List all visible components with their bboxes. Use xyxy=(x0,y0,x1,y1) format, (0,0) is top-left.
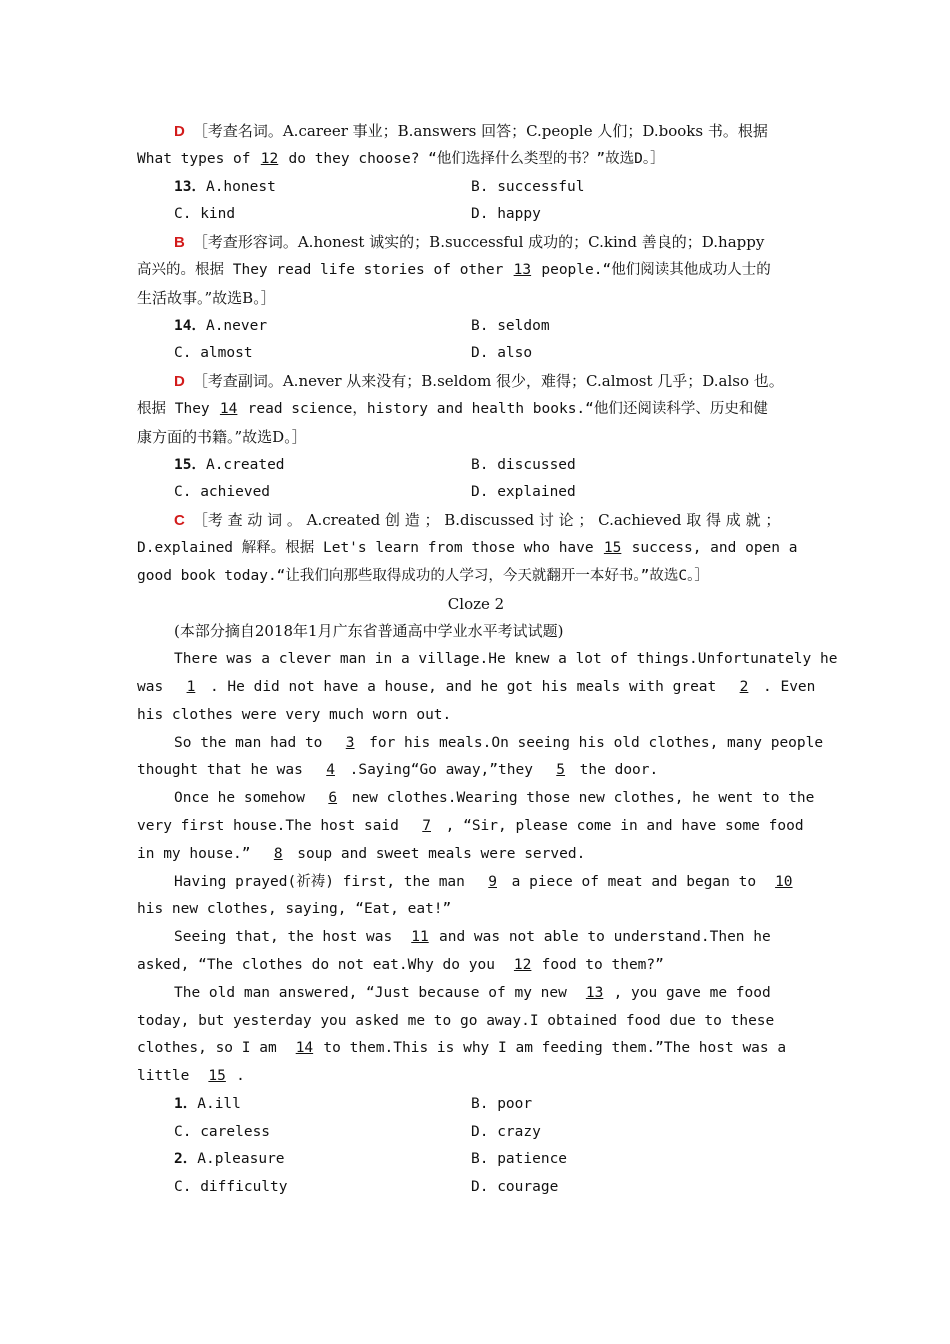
passage-p5-line2: asked, “The clothes do not eat.Why do you 12 food to them?” xyxy=(137,952,815,980)
explanation-q12-line2: What types of 12 do they choose? “他们选择什么类型的书？”故选D。］ xyxy=(137,146,815,174)
blank: 11 xyxy=(411,929,429,946)
explanation-q14-line1: D ［考查副词。A.never 从来没有；B.seldom 很少，难得；C.almost 几乎；D.also 也。 xyxy=(174,372,784,391)
blank: 14 xyxy=(295,1040,314,1057)
explanation-q13-line1: B ［考查形容词。A.honest 诚实的；B.successful 成功的；C.kind 善良的；D.happy xyxy=(174,233,765,252)
explanation-q13-line3: 生活故事。”故选B。］ xyxy=(137,288,276,307)
explanation-q13-line2: 高兴的。根据 They read life stories of other 13 people.“他们阅读其他成功人士的 xyxy=(137,257,815,285)
passage-p3-line3: in my house.” 8 soup and sweet meals were served. xyxy=(137,841,815,869)
passage-p4-line2: his new clothes, saying, “Eat, eat!” xyxy=(137,901,452,918)
blank: 9 xyxy=(488,873,497,890)
section-source: (本部分摘自2018年1月广东省普通高中学业水平考试试题) xyxy=(174,622,564,641)
blank: 8 xyxy=(273,845,283,862)
blank: 5 xyxy=(556,762,566,779)
explanation-q12-line1: D ［考查名词。A.career 事业；B.answers 回答；C.people 人们；D.books 书。根据 xyxy=(174,122,768,140)
blank: 3 xyxy=(345,734,355,751)
passage-p2-line1: So the man had to 3 for his meals.On seeing his old clothes, many people xyxy=(137,730,815,758)
question-13-row1: 13．A.honest B. successful xyxy=(174,178,585,195)
passage-p1-line3: his clothes were very much worn out. xyxy=(137,706,452,723)
blank: 15 xyxy=(603,539,622,556)
explanation-q15-line2: D.explained 解释。根据 Let's learn from those who have 15 success, and open a xyxy=(137,535,815,563)
passage-p2-line2: thought that he was 4 .Saying“Go away,”they 5 the door. xyxy=(137,757,815,785)
answer-letter: B xyxy=(174,234,185,252)
document-page xyxy=(137,118,838,1202)
answer-letter: D xyxy=(174,123,185,140)
blank: 13 xyxy=(585,984,604,1001)
blank: 12 xyxy=(513,956,532,973)
passage-p3-line1: Once he somehow 6 new clothes.Wearing those new clothes, he went to the xyxy=(137,785,815,813)
passage-p1-line1: There was a clever man in a village.He knew a lot of things.Unfortunately he xyxy=(174,651,838,668)
question-1-row2: C. careless D. crazy xyxy=(174,1123,541,1140)
answer-letter: D xyxy=(174,373,185,391)
passage-p1-line2: was 1 . He did not have a house, and he got his meals with great 2 . Even xyxy=(137,674,815,702)
question-2-row2: C. difficulty D. courage xyxy=(174,1179,559,1196)
blank: 13 xyxy=(513,261,532,278)
explanation-q15-line1: C ［考 查 动 词 。 A.created 创 造 ； B.discussed 讨 论 ； C.achieved 取 得 成 就 ； xyxy=(174,511,781,530)
passage-p4-line1: Having prayed(祈祷) first, the man 9 a piece of meat and began to 10 xyxy=(137,869,815,897)
question-15-row2: C. achieved D. explained xyxy=(174,484,576,501)
passage-p6-line2: today, but yesterday you asked me to go away.I obtained food due to these xyxy=(137,1012,775,1029)
question-14-row2: C. almost D. also xyxy=(174,345,533,362)
question-14-row1: 14．A.never B. seldom xyxy=(174,317,550,334)
answer-letter: C xyxy=(174,512,185,530)
blank: 2 xyxy=(739,678,749,695)
section-title: Cloze 2 xyxy=(447,594,505,613)
passage-p6-line3: clothes, so I am 14 to them.This is why I am feeding them.”The host was a xyxy=(137,1035,815,1063)
blank: 4 xyxy=(326,762,335,779)
blank: 12 xyxy=(260,150,279,167)
passage-p5-line1: Seeing that, the host was 11 and was not able to understand.Then he xyxy=(137,924,815,952)
passage-p6-line1: The old man answered, “Just because of my new 13 , you gave me food xyxy=(137,980,815,1008)
blank: 15 xyxy=(208,1068,226,1085)
blank: 7 xyxy=(422,817,431,834)
passage-p6-line4: little 15 . xyxy=(137,1063,815,1091)
question-15-row1: 15．A.created B. discussed xyxy=(174,456,576,473)
blank: 14 xyxy=(219,400,238,417)
blank: 10 xyxy=(775,873,793,890)
passage-p3-line2: very first house.The host said 7 , “Sir, please come in and have some food xyxy=(137,813,815,841)
question-1-row1: 1．A.ill B. poor xyxy=(174,1095,533,1112)
explanation-q14-line2: 根据 They 14 read science，history and health books.“他们还阅读科学、历史和健 xyxy=(137,396,815,424)
blank: 1 xyxy=(186,678,196,695)
question-13-row2: C. kind D. happy xyxy=(174,206,541,223)
explanation-q15-line3: good book today.“让我们向那些取得成功的人学习，今天就翻开一本好书。”故选C。］ xyxy=(137,567,709,584)
question-2-row1: 2．A.pleasure B. patience xyxy=(174,1151,568,1168)
explanation-q14-line3: 康方面的书籍。”故选D。］ xyxy=(137,427,307,446)
blank: 6 xyxy=(328,790,338,807)
